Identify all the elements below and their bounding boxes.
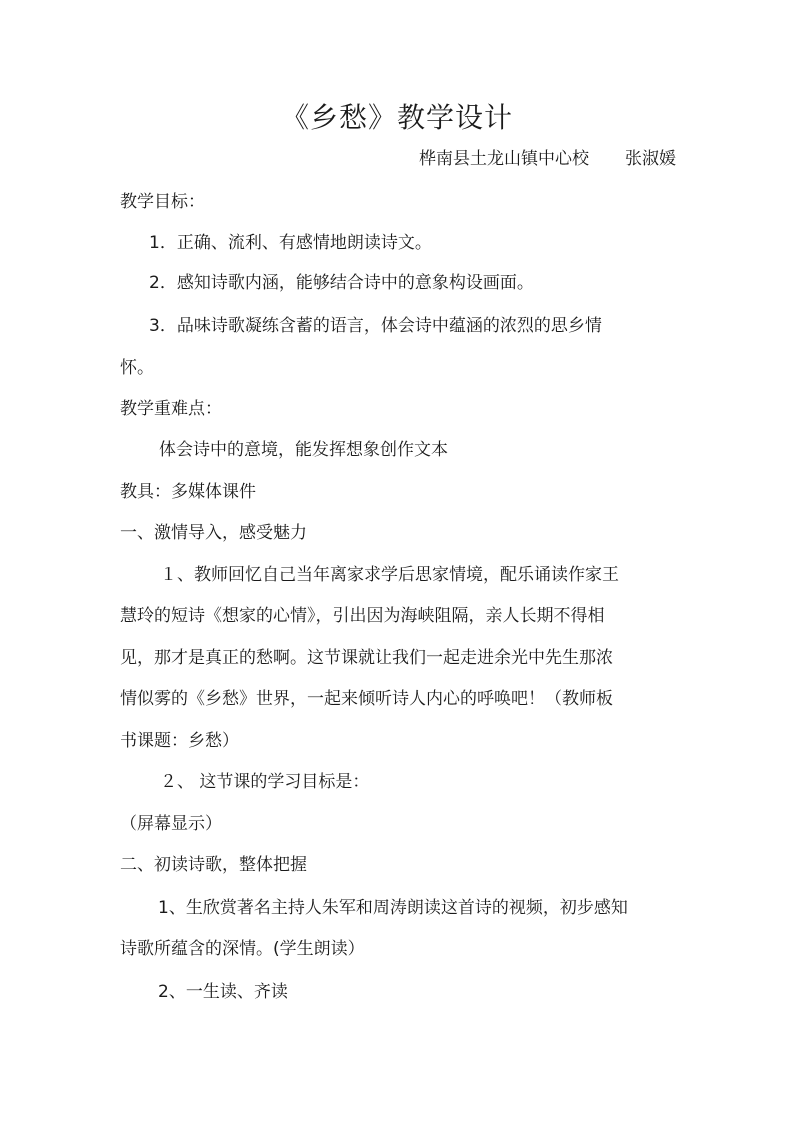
objective-item: 1．正确、流利、有感情地朗读诗文。 (149, 233, 432, 253)
author-school: 桦南县土龙山镇中心校 (419, 149, 589, 169)
author-name: 张淑媛 (625, 149, 676, 169)
section1-paragraph3: （屏幕显示） (120, 814, 222, 834)
objectives-heading: 教学目标： (120, 192, 205, 212)
section2-paragraph-line: 诗歌所蕴含的深情。(学生朗读） (120, 939, 365, 959)
section2-paragraph2: 2、一生读、齐读 (158, 982, 288, 1002)
section2-heading: 二、初读诗歌，整体把握 (120, 855, 307, 875)
key-points-text: 体会诗中的意境，能发挥想象创作文本 (159, 440, 448, 460)
section1-paragraph-line: 慧玲的短诗《想家的心情》，引出因为海峡阻隔，亲人长期不得相 (120, 606, 605, 626)
objective-item-continued: 怀。 (120, 358, 154, 378)
section1-paragraph-line: 见，那才是真正的愁啊。这节课就让我们一起走进余光中先生那浓 (120, 648, 613, 668)
tools-line: 教具：多媒体课件 (120, 482, 256, 502)
section2-paragraph-line: 1、生欣赏著名主持人朱军和周涛朗读这首诗的视频，初步感知 (158, 898, 628, 918)
author-line (419, 148, 676, 170)
section1-paragraph2: ２、 这节课的学习目标是： (160, 772, 370, 792)
key-points-heading: 教学重难点： (120, 399, 222, 419)
objective-item: 3．品味诗歌凝练含蓄的语言，体会诗中蕴涵的浓烈的思乡情 (149, 316, 602, 336)
section1-heading: 一、激情导入，感受魅力 (120, 523, 307, 543)
section1-paragraph-line: 情似雾的《乡愁》世界，一起来倾听诗人内心的呼唤吧！（教师板 (120, 689, 613, 709)
section1-paragraph-line: １、教师回忆自己当年离家求学后思家情境，配乐诵读作家王 (160, 565, 619, 585)
section1-paragraph-line: 书课题：乡愁） (120, 731, 239, 751)
objective-item: 2．感知诗歌内涵，能够结合诗中的意象构设画面。 (149, 273, 534, 293)
document-title: 《乡愁》教学设计 (280, 101, 513, 134)
